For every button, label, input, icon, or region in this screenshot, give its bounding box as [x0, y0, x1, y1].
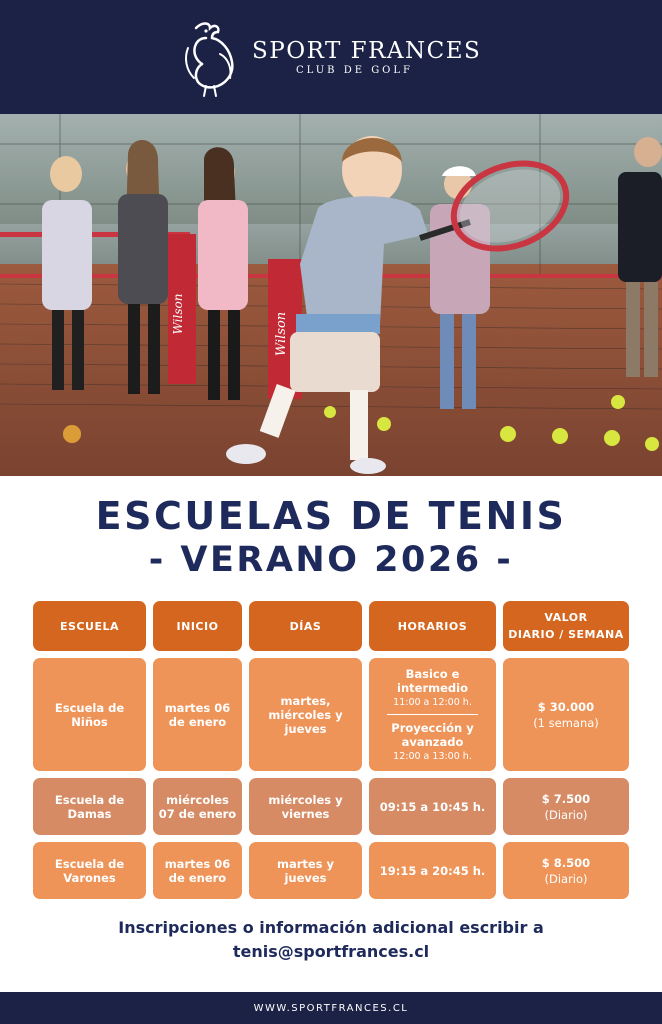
valor-note: (Diario) — [544, 807, 588, 822]
header-valor-line2: DIARIO / SEMANA — [508, 628, 624, 641]
title-line-1: ESCUELAS DE TENIS — [95, 494, 567, 538]
inscription-info — [0, 917, 662, 963]
header-valor-line1: VALOR — [544, 611, 588, 624]
row-ninos-horarios — [369, 658, 496, 771]
horario-a-time: 11:00 a 12:00 h. — [393, 697, 472, 708]
row-varones-horarios: 19:15 a 20:45 h. — [369, 842, 496, 899]
inicio-label: martes 06 de enero — [164, 856, 231, 885]
escuela-label: Escuela de Damas — [54, 792, 125, 821]
contact-email-link[interactable]: tenis@sportfrances.cl — [232, 942, 430, 961]
horario-b-label: Proyección y avanzado — [391, 721, 474, 749]
row-damas-escuela — [33, 778, 146, 835]
header-escuela: ESCUELA — [33, 601, 146, 651]
row-varones-escuela — [33, 842, 146, 899]
valor-amount: $ 8.500 — [541, 855, 591, 870]
row-ninos-valor — [503, 658, 629, 771]
row-damas-inicio — [153, 778, 242, 835]
row-damas-dias — [249, 778, 362, 835]
hero-photo — [0, 114, 662, 476]
row-varones-dias — [249, 842, 362, 899]
header-bar — [0, 0, 662, 114]
inicio-label: miércoles 07 de enero — [158, 792, 237, 821]
website-link[interactable]: WWW.SPORTFRANCES.CL — [253, 1002, 409, 1014]
horario-b-time: 12:00 a 13:00 h. — [393, 751, 472, 762]
row-varones-valor — [503, 842, 629, 899]
header-valor — [503, 601, 629, 651]
header-dias: DÍAS — [249, 601, 362, 651]
row-ninos-inicio — [153, 658, 242, 771]
inicio-label: martes 06 de enero — [164, 700, 231, 729]
horario-divider — [387, 714, 477, 715]
row-damas-horarios: 09:15 a 10:45 h. — [369, 778, 496, 835]
dias-label: miércoles y viernes — [268, 792, 343, 821]
wilson-banner-2: Wilson — [274, 311, 289, 357]
footer-bar — [0, 992, 662, 1024]
valor-note: (Diario) — [544, 871, 588, 886]
horario-a-label: Basico e intermedio — [397, 667, 468, 695]
dias-label: martes y jueves — [276, 856, 335, 885]
valor-amount: $ 7.500 — [541, 791, 591, 806]
row-ninos-escuela — [33, 658, 146, 771]
brand-name: SPORT FRANCES — [252, 38, 482, 64]
row-varones-inicio — [153, 842, 242, 899]
title-line-2: - VERANO 2026 - — [148, 540, 514, 580]
dias-label: martes, miércoles y jueves — [268, 693, 343, 736]
row-damas-valor — [503, 778, 629, 835]
rooster-logo-icon — [176, 18, 240, 98]
escuela-label: Escuela de Niños — [54, 700, 125, 729]
valor-amount: $ 30.000 — [537, 699, 595, 714]
brand-subtitle: CLUB DE GOLF — [296, 65, 413, 76]
row-ninos-dias — [249, 658, 362, 771]
header-horarios: HORARIOS — [369, 601, 496, 651]
valor-note: (1 semana) — [533, 715, 599, 730]
wilson-banner-1: Wilson — [171, 293, 185, 335]
header-inicio: INICIO — [153, 601, 242, 651]
inscription-text: Inscripciones o información adicional escribir a — [118, 918, 544, 937]
tennis-kids-illustration — [0, 114, 662, 476]
escuela-label: Escuela de Varones — [54, 856, 125, 885]
